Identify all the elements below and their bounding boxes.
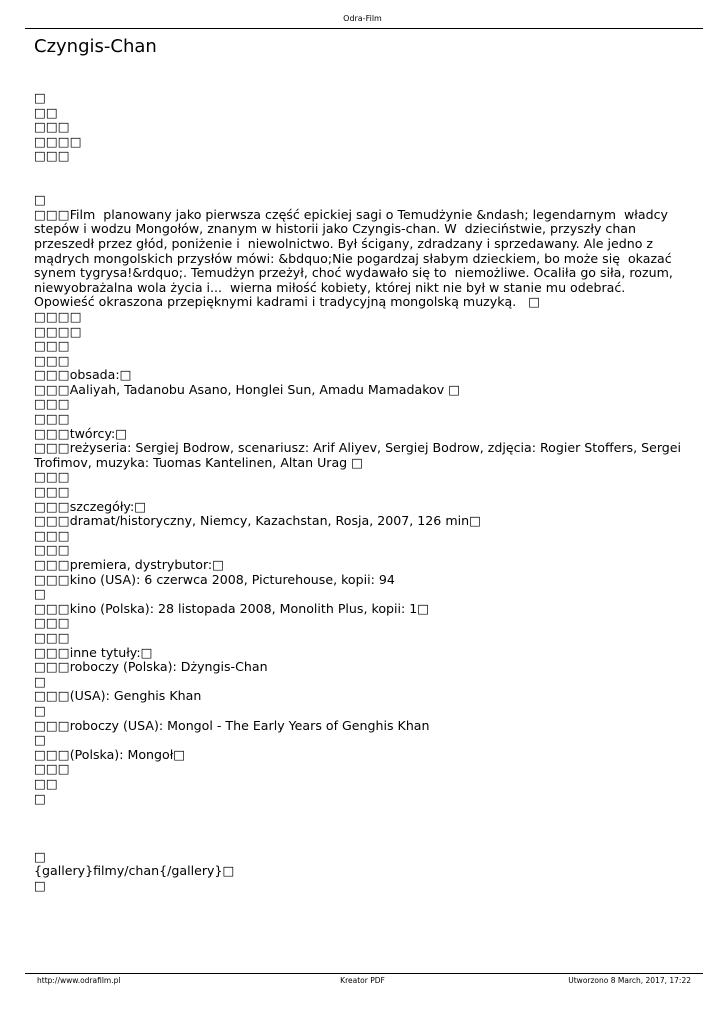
body-line: □□□reżyseria: Sergiej Bodrow, scenariusz: Arif Aliyev, Sergiej Bodrow, zdjęcia: Rogier Stoffers, Sergei Trofimov, muzyka: Tuomas Kantelinen, Altan Urag □ [34,440,686,470]
footer-divider [25,973,703,974]
footer-generator: Kreator PDF [340,976,385,985]
body-line: □□□twórcy:□ [34,425,128,441]
body-line: □□□dramat/historyczny, Niemcy, Kazachstan, Rosja, 2007, 126 min□ [34,513,481,529]
body-line: □□□ [34,542,70,558]
body-line: □□ [34,775,58,791]
body-line: {gallery}filmy/chan{/gallery}□ [34,863,235,879]
body-line: □□□kino (USA): 6 czerwca 2008, Picturehouse, kopii: 94 [34,571,395,587]
body-line: □□□ [34,484,70,500]
body-line [34,821,684,836]
body-line: □ [34,90,46,105]
body-line: □□□ [34,338,70,354]
footer-created-timestamp: Utworzono 8 March, 2017, 17:22 [568,976,691,985]
body-line: □ [34,586,46,602]
body-line: □□□ [34,527,70,543]
body-line: □ [34,192,46,208]
body-line: □□□ [34,615,70,631]
header-site-name: Odra-Film [343,14,382,23]
body-line: □□□roboczy (USA): Mongol - The Early Years of Genghis Khan [34,717,430,733]
body-line: □□ [34,104,58,120]
body-line: □□□Aaliyah, Tadanobu Asano, Honglei Sun, Amadu Mamadakov □ [34,381,461,397]
body-line: □□□(USA): Genghis Khan [34,688,202,704]
header-divider [25,28,703,29]
body-line: □□□roboczy (Polska): Dżyngis-Chan [34,659,268,675]
body-line: □□□ [34,396,70,412]
body-line: □□□premiera, dystrybutor:□ [34,557,225,572]
body-line: □□□□ [34,323,82,339]
body-line: □□□ [34,148,70,164]
body-line: □□□Film planowany jako pierwsza część epickiej sagi o Temudżynie &ndash; legendarnym władcy stepów i wodzu Mongołów, znanym w historii jako Czyngis-chan. W dzieciństwie, przyszły chan przeszedł przez głód, poniżenie i niewolnictwo. Był ścigany, zdradzany i sprzedawany. Ale jedno z mądrych mongolskich przysłów mówi: &bdquo;Nie pogardzaj słabym dzieckiem, bo może się okazać synem tygrysa!&rdquo;. Temudżyn przeżył, choć wydawało się to niemożliwe. Ocaliła go siła, rozum, niewyobrażalna wola życia i... wierna miłość kobiety, której nikt nie był w stanie mu odebrać. Opowieść okraszona przepięknymi kadrami i tradycyjną mongolską muzyką. □ [34,206,677,310]
body-line: □□□□ [34,308,82,324]
body-line: □□□ [34,411,70,427]
body-line: □ [34,878,46,894]
body-line: □□□szczegóły:□ [34,498,147,514]
body-line [34,164,684,179]
body-line: □ [34,732,46,748]
body-line: □□□kino (Polska): 28 listopada 2008, Monolith Plus, kopii: 1□ [34,600,430,616]
body-line: □□□obsada:□ [34,367,132,383]
footer-url-link[interactable]: http://www.odrafilm.pl [37,976,121,985]
body-line: □□□ [34,629,70,645]
page-title: Czyngis-Chan [34,36,157,57]
body-line: □ [34,702,46,718]
body-line: □□□inne tytuły:□ [34,644,153,660]
body-line: □□□□ [34,133,82,149]
body-line: □□□(Polska): Mongoł□ [34,746,186,762]
body-line: □ [34,790,46,806]
body-line: □□□ [34,119,70,135]
body-line: □ [34,848,46,864]
body-line: □□□ [34,761,70,777]
body-line [34,806,684,821]
body-line: □□□ [34,352,70,368]
body-line: □ [34,673,46,689]
article-body [34,91,684,894]
body-line [34,179,684,194]
body-line: □□□ [34,469,70,485]
body-line [34,835,684,850]
